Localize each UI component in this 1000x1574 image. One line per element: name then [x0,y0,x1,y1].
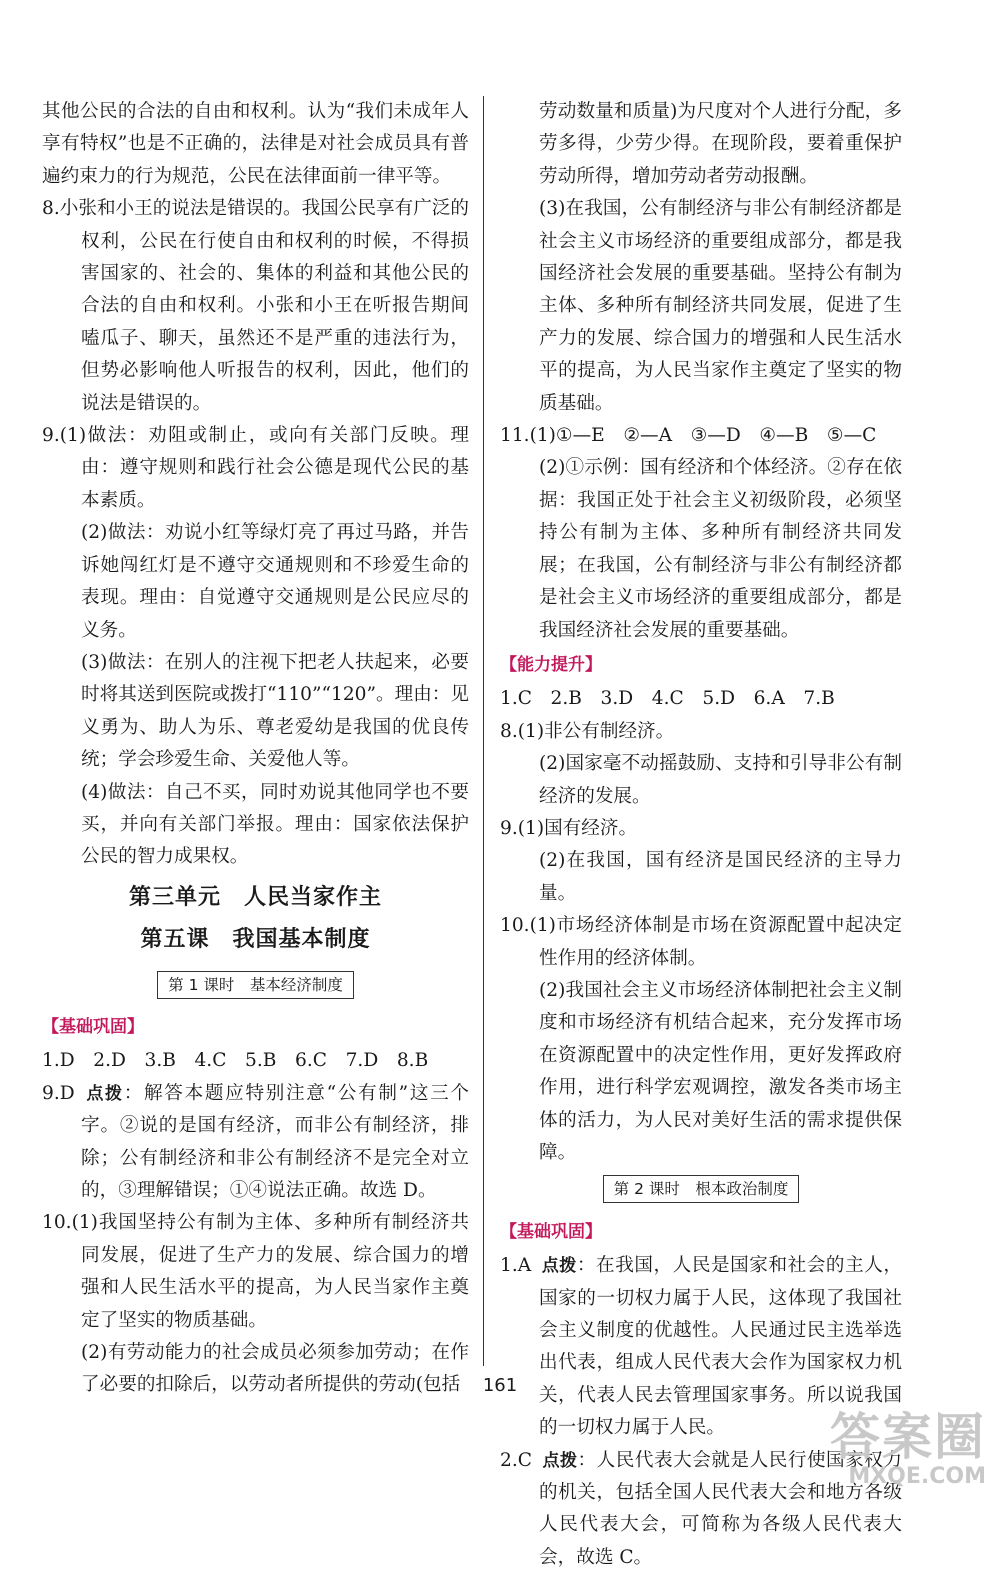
hint-label: 点拨 [84,1083,124,1104]
answer-q9-2-right: (2)在我国，国有经济是国民经济的主导力量。 [539,850,902,904]
section-tag-basic-right: 【基础巩固】 [500,1221,602,1242]
page-number: 161 [482,1375,518,1396]
right-paragraph-continued: 劳动数量和质量)为尺度对个人进行分配，多劳多得，少劳少得。在现阶段，要着重保护劳动所得，增加劳动者劳动报酬。 [539,101,902,187]
period-heading-2 [500,1173,902,1205]
answer-q8-1: 8.(1)非公有制经济。 [500,720,675,742]
answers-1-8: 1.D 2.D 3.B 4.C 5.B 6.C 7.D 8.B [42,1050,429,1072]
hint-label-q2: 点拨 [541,1450,578,1471]
hint-label-q1: 点拨 [541,1256,577,1277]
answer-q11-1: 11.(1)①—E ②—A ③—D ④—B ⑤—C [500,425,877,447]
lesson-title: 第五课 我国基本制度 [140,927,371,953]
period-heading-2-label: 第 2 课时 根本政治制度 [603,1175,800,1203]
answer-q9-4: (4)做法：自己不买，同时劝说其他同学也不要买，并向有关部门举报。理由：国家依法保护公民的智力成果权。 [81,781,469,868]
section-tag-improve: 【能力提升】 [500,654,602,675]
watermark-url: MXQE.COM [848,1464,986,1489]
answer-q8-2: (2)国家毫不动摇鼓励、支持和引导非公有制经济的发展。 [539,753,902,807]
q2-hint-text: ：人民代表大会就是人民行使国家权力的机关，包括全国人民代表大会和地方各级人民代表大会，可简称为各级人民代表大会，故选 C。 [539,1449,902,1568]
watermark-logo [830,1410,986,1489]
left-paragraph-continued: 其他公民的合法的自由和权利。认为“我们未成年人享有特权”也是不正确的，法律是对社会成员具有普遍约束力的行为规范，公民在法律面前一律平等。 [42,101,469,187]
answers-1-7: 1.C 2.B 3.D 4.C 5.D 6.A 7.B [500,688,835,710]
unit-title: 第三单元 人民当家作主 [128,884,382,910]
answer-q10-3: (3)在我国，公有制经济与非公有制经济都是社会主义市场经济的重要组成部分，都是我国经济社会发展的重要基础。坚持公有制为主体、多种所有制经济共同发展，促进了生产力的发展、综合国力的增强和人民生活水平的提高，为人民当家作主奠定了坚实的物质基础。 [539,198,902,414]
answer-q9-2: (2)做法：劝说小红等绿灯亮了再过马路，并告诉她闯红灯是不遵守交通规则和不珍爱生命的表现。理由：自觉遵守交通规则是公民应尽的义务。 [81,522,469,641]
answer-q10-2-right: (2)我国社会主义市场经济体制把社会主义制度和市场经济有机结合起来，充分发挥市场在资源配置中的决定性作用，更好发挥政府作用，进行科学宏观调控，激发各类市场主体的活力，为人民对美好生活的需求提供保障。 [539,979,902,1163]
answer-q10-1: 10.(1)我国坚持公有制为主体、多种所有制经济共同发展，促进了生产力的发展、综合国力的增强和人民生活水平的提高，为人民当家作主奠定了坚实的物质基础。 [42,1212,469,1331]
answer-q10-1-right: 10.(1)市场经济体制是市场在资源配置中起决定性作用的经济体制。 [500,915,902,969]
answer-q9-choice [42,1078,469,1208]
q1-label: 1.A [500,1255,532,1277]
period-heading-1-label: 第 1 课时 基本经济制度 [157,971,354,999]
column-divider [483,96,484,1366]
answer-q8: 8.小张和小王的说法是错误的。我国公民享有广泛的权利，公民在行使自由和权利的时候，不得损害国家的、社会的、集体的利益和其他公民的合法的自由和权利。小张和小王在听报告期间嗑瓜子、聊天，虽然还不是严重的违法行为，但势必影响他人听报告的权利，因此，他们的说法是错误的。 [42,198,469,414]
section-tag-basic: 【基础巩固】 [42,1016,144,1037]
right-column [500,96,902,1574]
answer-q9-1-right: 9.(1)国有经济。 [500,817,638,839]
q2-label: 2.C [500,1449,532,1471]
answer-q9-3: (3)做法：在别人的注视下把老人扶起来，必要时将其送到医院或拨打“110”“120”。理由：见义勇为、助人为乐、尊老爱幼是我国的优良传统；学会珍爱生命、关爱他人等。 [81,651,469,771]
q9-label: 9.D [42,1082,75,1104]
watermark-text: 答案圈 [830,1408,986,1466]
answer-q11-2: (2)①示例：国有经济和个体经济。②存在依据：我国正处于社会主义初级阶段，必须坚持公有制为主体、多种所有制经济共同发展；在我国，公有制经济与非公有制经济都是社会主义市场经济的重要组成部分，都是我国经济社会发展的重要基础。 [539,457,902,641]
period-heading-1 [42,969,469,1001]
answer-q10-2: (2)有劳动能力的社会成员必须参加劳动；在作了必要的扣除后，以劳动者所提供的劳动(包括 [81,1342,469,1396]
left-column [42,96,469,1402]
q9-hint-text: ：解答本题应特别注意“公有制”这三个字。②说的是国有经济，而非公有制经济，排除；公有制经济和非公有制经济不是完全对立的，③理解错误；①④说法正确。故选 D。 [81,1082,470,1201]
answer-q9-1: 9.(1)做法：劝阻或制止，或向有关部门反映。理由：遵守规则和践行社会公德是现代公民的基本素质。 [42,425,469,511]
q1-hint-text: ：在我国，人民是国家和社会的主人，国家的一切权力属于人民，这体现了我国社会主义制度的优越性。人民通过民主选举选出代表，组成人民代表大会作为国家权力机关，代表人民去管理国家事务。所以说我国的一切权力属于人民。 [539,1255,902,1439]
